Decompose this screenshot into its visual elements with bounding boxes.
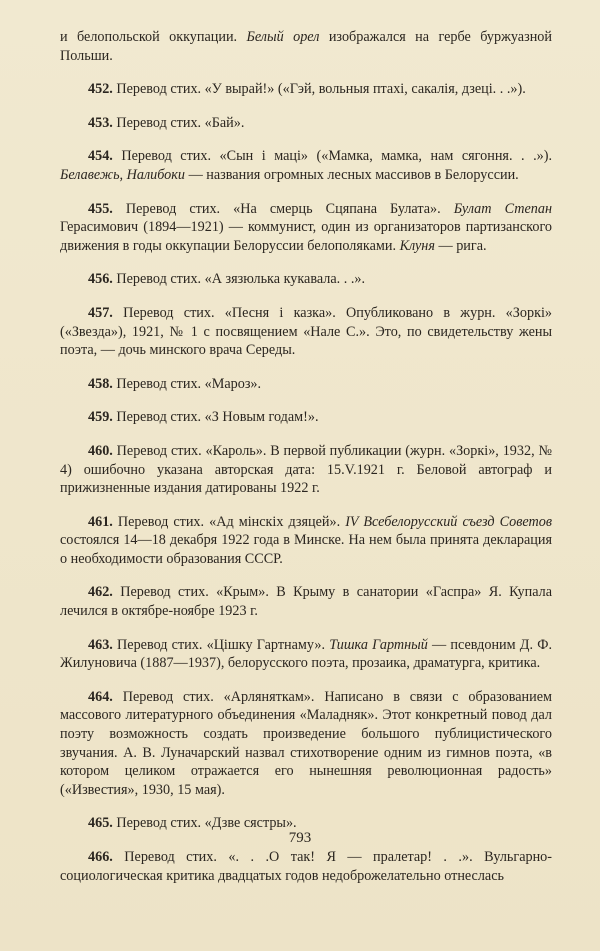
note-continuation: и белопольской оккупации. Белый орел изображался на гербе буржуазной Польши. (60, 29, 552, 64)
note-463: 463. Перевод стих. «Цішку Гартнаму». Тишка Гартный — псевдоним Д. Ф. Жилуновича (1887—1937), белорусского поэта, прозаика, драматурга, критика. (60, 636, 552, 672)
note-462: 462. Перевод стих. «Крым». В Крыму в санатории «Гаспра» Я. Купала лечился в октябре-ноябре 1923 г. (60, 584, 552, 620)
note-455: 455. Перевод стих. «На смерць Сцяпана Булата». Булат Степан Герасимович (1894—1921) — коммунист, один из организаторов партизанского движения в годы оккупации Белоруссии белополяками. Клуня — рига. (60, 200, 553, 254)
note-465: 465. Перевод стих. «Дзве сястры». (88, 815, 297, 832)
note-454: 454. Перевод стих. «Сын і маці» («Мамка, мамка, нам сягоння. . .»). Белавежь, Налибоки — названия огромных лесных массивов в Белоруссии. (60, 148, 552, 183)
note-458: 458. Перевод стих. «Мароз». (88, 375, 262, 392)
note-464: 464. Перевод стих. «Арляняткам». Написано в связи с образованием массового литературного объединения «Маладняк». Этот конкретный повод дал поэту возможность создать произведение большого публицистического звучания. А. В. Луначарский назвал стихотворение одним из гимнов поэта, «в котором целиком отражается его нынешняя революционная радость» («Известия», 1930, 15 мая). (60, 688, 552, 798)
page-number: 793 (288, 830, 312, 846)
note-456: 456. Перевод стих. «А зязюлька кукавала. . .». (88, 271, 366, 288)
note-453: 453. Перевод стих. «Бай». (88, 114, 245, 131)
note-461: 461. Перевод стих. «Ад мінскіх дзяцей». IV Всебелорусский съезд Советов состоялся 14—18 декабря 1922 года в Минске. На нем была принята декларация о необходимости образования СССР. (60, 513, 553, 567)
note-452: 452. Перевод стих. «У вырай!» («Гэй, вольныя птахі, сакалія, дзеці. . .»). (88, 81, 526, 98)
notes-text (60, 28, 552, 900)
note-466: 466. Перевод стих. «. . .О так! Я — пралетар! . .». Вульгарно-социологическая критика двадцатых годов недоброжелательно отнеслась (60, 849, 552, 884)
note-457: 457. Перевод стих. «Песня і казка». Опубликовано в журн. «Зоркі» («Звезда»), 1921, № 1 с посвящением «Нале С.». Это, по свидетельству жены поэта, — дочь минского врача Середы. (60, 304, 552, 359)
note-459: 459. Перевод стих. «З Новым годам!». (88, 409, 319, 426)
note-460: 460. Перевод стих. «Кароль». В первой публикации (журн. «Зоркі», 1932, № 4) ошибочно указана авторская дата: 15.V.1921 г. Беловой автограф и прижизненные издания датированы 1922 г. (60, 442, 552, 497)
